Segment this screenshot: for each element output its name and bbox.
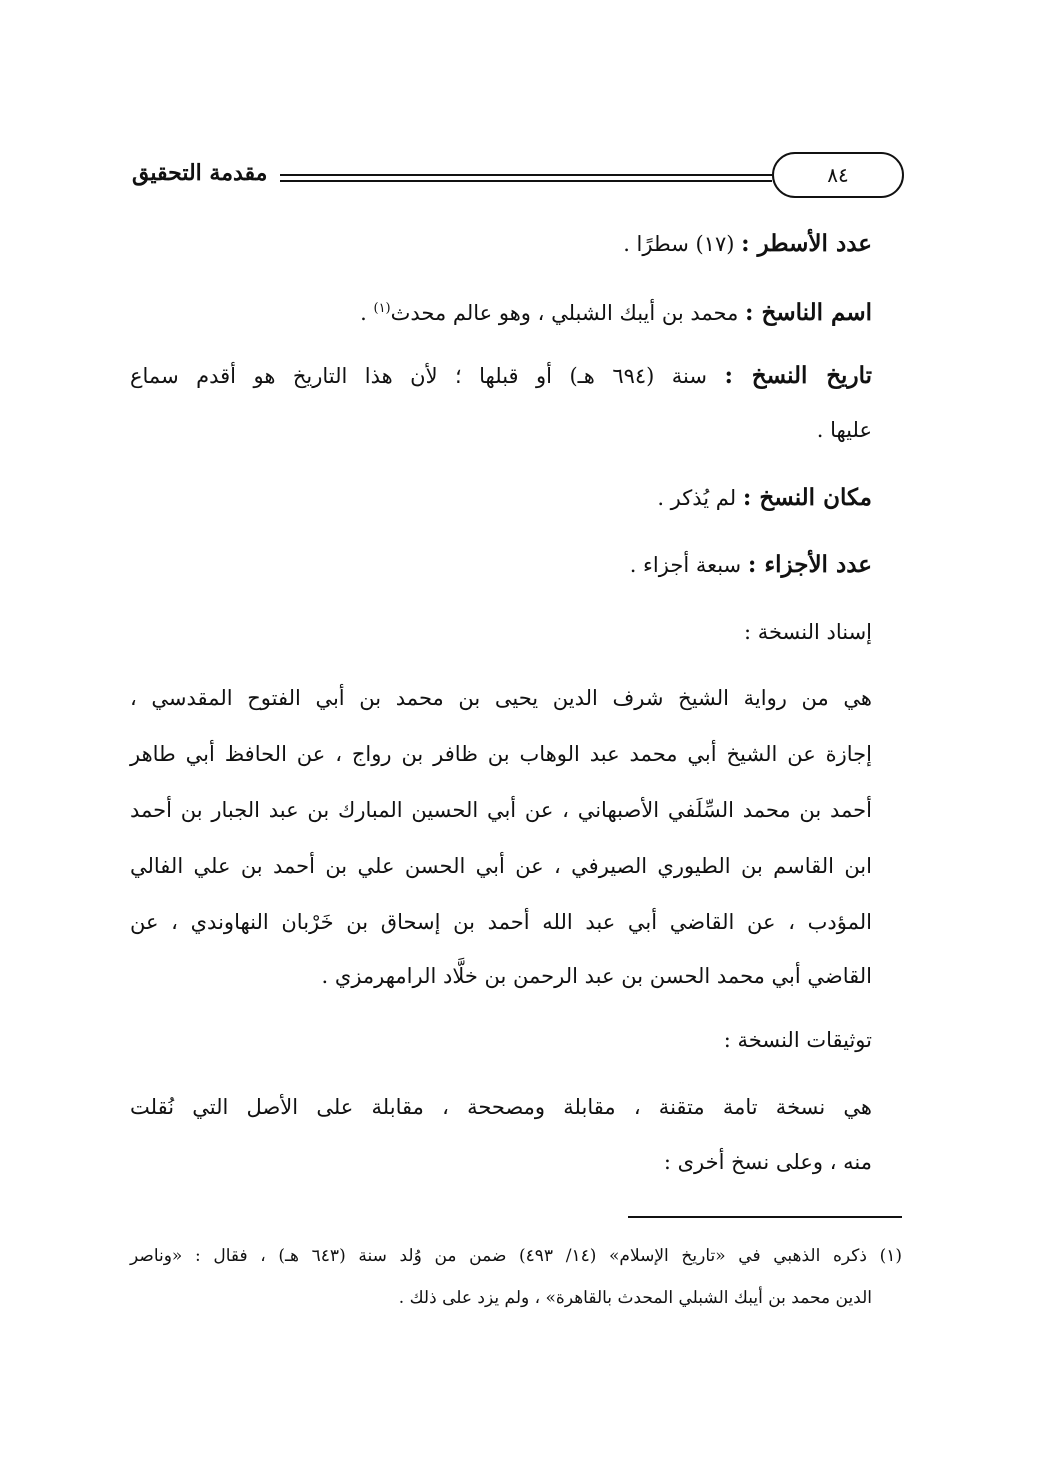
field-value: لم يُذكر . [657,486,743,510]
tawthiqat-line: هي نسخة تامة متقنة ، مقابلة ومصححة ، مقابلة على الأصل التي نُقلت [130,1095,872,1119]
isnad-line: أحمد بن محمد السِّلَفي الأصبهاني ، عن أبي الحسين المبارك بن عبد الجبار بن أحمد [130,798,872,822]
field-label: اسم الناسخ : [745,299,872,326]
footnote-line: (١) ذكره الذهبي في «تاريخ الإسلام» (١٤/ ٤٩٣) ضمن من وُلد سنة (٦٤٣ هـ) ، فقال : «وناصر [130,1246,903,1266]
isnad-line: القاضي أبي محمد الحسن بن عبد الرحمن بن خلَّاد الرامهرمزي . [321,964,872,988]
isnad-line: ابن القاسم بن الطيوري الصيرفي ، عن أبي الحسن علي بن أحمد بن علي الفالي [130,854,872,878]
field-lines-count [623,228,872,260]
field-parts-count [630,549,872,581]
footnote-reference: (١) [373,301,391,316]
field-copy-date [130,360,872,392]
footnote-separator [628,1216,902,1218]
section-heading-tawthiqat: توثيقات النسخة : [723,1028,872,1052]
field-copy-date-continued: عليها . [816,418,872,442]
header-rule-lower [280,180,772,182]
page-number-badge: ٨٤ [772,152,904,198]
field-value: سبعة أجزاء . [629,553,748,577]
isnad-line: هي من رواية الشيخ شرف الدين يحيى بن محمد بن أبي الفتوح المقدسي ، [130,686,872,710]
header-rule-upper [280,174,772,176]
field-label: مكان النسخ : [742,484,872,511]
field-label: عدد الأسطر : [741,230,872,257]
field-end: . [360,301,374,325]
field-label: عدد الأجزاء : [747,551,872,578]
field-label: تاريخ النسخ : [724,362,872,389]
footnote-line: الدين محمد بن أيبك الشبلي المحدث بالقاهرة» ، ولم يزد على ذلك . [398,1288,872,1308]
field-copy-place [657,482,872,514]
field-value: (١٧) سطرًا . [623,232,742,256]
isnad-line: إجازة عن الشيخ أبي محمد عبد الوهاب بن ظافر بن رواج ، عن الحافظ أبي طاهر [130,742,872,766]
field-value: سنة (٦٩٤ هـ) أو قبلها ؛ لأن هذا التاريخ هو أقدم سماع [130,364,725,388]
section-heading-isnad: إسناد النسخة : [743,620,872,644]
field-value: محمد بن أيبك الشبلي ، وهو عالم محدث [390,301,746,325]
tawthiqat-line: منه ، وعلى نسخ أخرى : [663,1150,872,1174]
running-title: مقدمة التحقيق [132,160,268,186]
page-header [132,152,910,202]
field-copyist-name [360,293,872,329]
isnad-line: المؤدب ، عن القاضي أبي عبد الله أحمد بن إسحاق بن خَرْبان النهاوندي ، عن [130,910,872,934]
